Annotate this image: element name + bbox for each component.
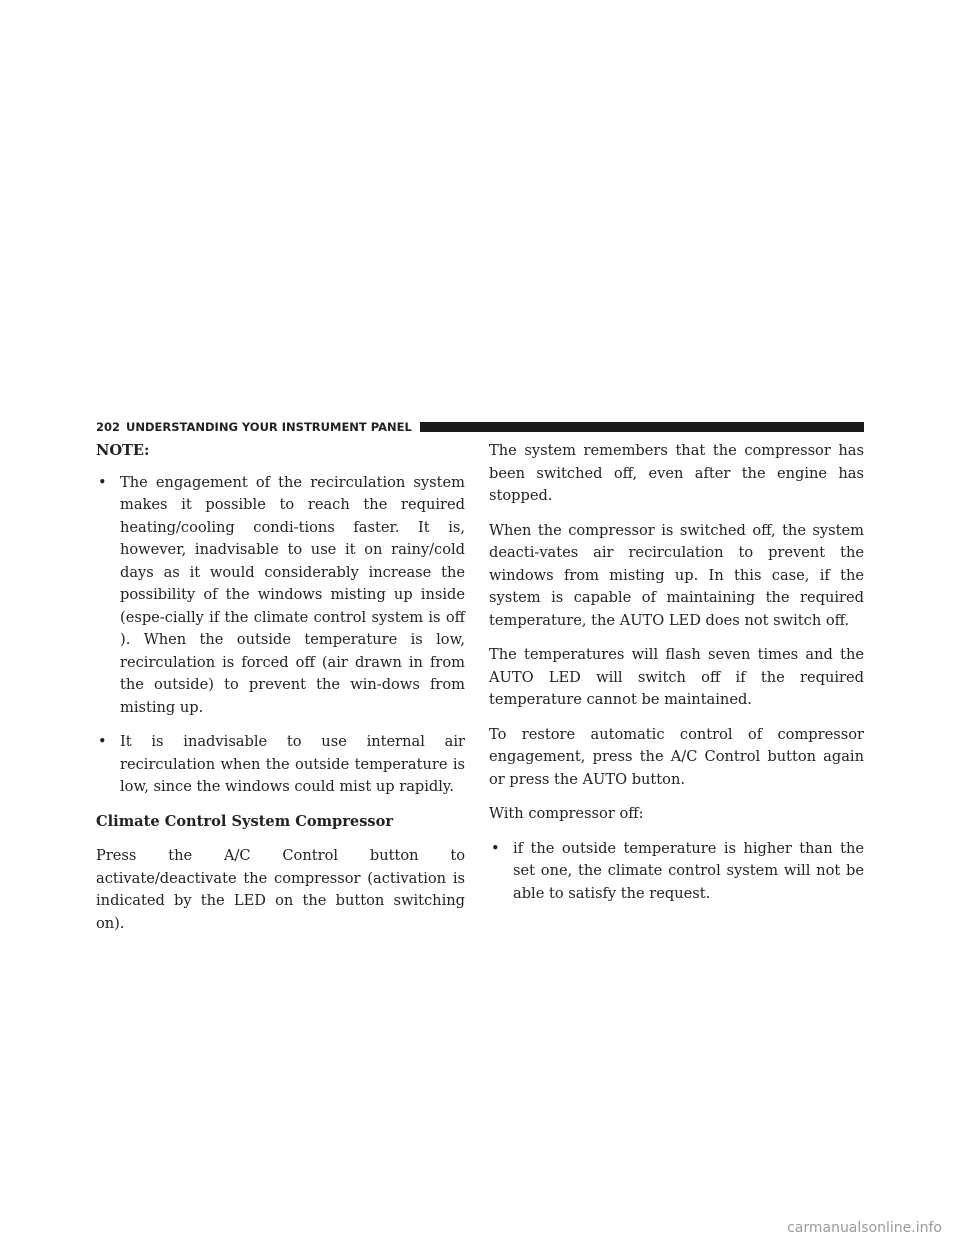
list-item: [489, 838, 864, 906]
compressor-off-bullet-list: [489, 838, 864, 906]
body-paragraph: Press the A/C Control button to activate/deactivate the compressor (activation is indicated by the LED on the button switching on).: [96, 847, 465, 932]
header-rule: [420, 422, 864, 432]
bullet-icon: •: [98, 473, 107, 491]
section-subheading: Climate Control System Compressor: [96, 812, 394, 830]
note-heading: NOTE:: [96, 442, 150, 459]
bullet-icon: •: [491, 839, 500, 857]
body-paragraph: With compressor off:: [489, 805, 644, 822]
watermark: carmanualsonline.info: [787, 1220, 942, 1236]
page-header: [96, 418, 864, 436]
body-paragraph: The system remembers that the compressor has been switched off, even after the engine has stopped.: [489, 442, 864, 504]
body-paragraph: The temperatures will flash seven times and the AUTO LED will switch off if the required temperature cannot be maintained.: [489, 646, 864, 708]
note-bullet-list: [96, 472, 465, 799]
section-title: UNDERSTANDING YOUR INSTRUMENT PANEL: [126, 420, 412, 434]
left-column: [96, 440, 465, 947]
list-item: [96, 472, 465, 720]
body-paragraph: To restore automatic control of compressor engagement, press the A/C Control button again or press the AUTO button.: [489, 725, 864, 788]
right-column: [489, 440, 864, 917]
bullet-text: if the outside temperature is higher than the set one, the climate control system will not be able to satisfy the request.: [513, 839, 864, 902]
bullet-icon: •: [98, 733, 107, 750]
body-paragraph: When the compressor is switched off, the system deacti-vates air recirculation to prevent the windows from misting up. In this case, if the system is capable of maintaining the required temperature, the AUTO LED does not switch off.: [489, 521, 864, 629]
bullet-text: The engagement of the recirculation system makes it possible to reach the required heating/cooling condi-tions faster. It is, however, inadvisable to use it on rainy/cold days as it would considerably increase the possibility of the windows misting up inside (espe-cially if the climate control system is off ). When the outside temperature is low, recirculation is forced off (air drawn in from the outside) to prevent the win-dows from misting up.: [120, 473, 465, 716]
list-item: [96, 731, 465, 799]
bullet-text: It is inadvisable to use internal air recirculation when the outside temperature is low, since the windows could mist up rapidly.: [120, 733, 465, 795]
page-number: 202: [96, 420, 121, 434]
